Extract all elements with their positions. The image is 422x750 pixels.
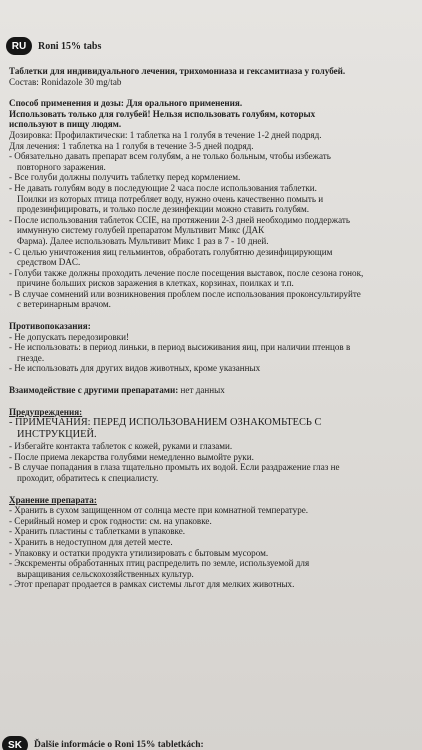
usage-heading: Способ применения и дозы: Для орального применения. (9, 98, 243, 109)
storage-list (9, 505, 415, 590)
list-item: - Не использовать: в период линьки, в период высиживания яиц, при наличии птенцов в гнезде. (9, 342, 351, 363)
list-item: - Серийный номер и срок годности: см. на упаковке. (9, 515, 212, 526)
precautions-heading: Предупреждения: (9, 406, 83, 417)
interaction-row (9, 385, 415, 396)
precautions-list (9, 417, 415, 483)
list-item: - Обязательно давать препарат всем голубям, а не только больным, чтобы избежать повторного заражения. (9, 151, 331, 172)
list-item: - Не давать голубям воду в последующие 2 часа после использования таблетки. Поилки из которых птица потребляет воду, нужно очень качественно помыть и продезинфицировать, и только после дезинфекции можно ставить голубям. (9, 182, 324, 215)
list-item: - ПРИМЕЧАНИЯ: ПЕРЕД ИСПОЛЬЗОВАНИЕМ ОЗНАКОМЬТЕСЬ С ИНСТРУКЦИЕЙ. (9, 417, 322, 441)
usage-warning: Использовать только для голубей! Нельзя использовать голубям, которых (9, 108, 316, 119)
list-item: - В случае попадания в глаза тщательно промыть их водой. Если раздражение глаз не проходит, обратитесь к специалисту. (9, 462, 340, 483)
list-item: - Хранить пластины с таблетками в упаковке. (9, 526, 186, 537)
section-footer (0, 736, 204, 750)
interaction-value: нет данных (180, 385, 225, 396)
language-badge: RU (6, 37, 32, 55)
footer-text: Ďalšie informácie o Roni 15% tabletkách: (34, 740, 204, 750)
dose-treatment: Для лечения: 1 таблетка на 1 голубя в течение 3-5 дней подряд. (9, 140, 254, 151)
list-item: - После приема лекарства голубями немедленно вымойте руки. (9, 451, 254, 462)
list-item: - Все голуби должны получить таблетку перед кормлением. (9, 172, 241, 183)
dose-prophylaxis: Дозировка: Профилактически: 1 таблетка на 1 голубя в течение 1-2 дней подряд. (9, 129, 322, 140)
list-item: - Голуби также должны проходить лечение после посещения выставок, после сезона гонок, причине больших рисков заражения в клетках, корзинах, поилках и т.п. (9, 267, 364, 289)
contraindications-list (9, 332, 415, 374)
list-item: - Избегайте контакта таблеток с кожей, руками и глазами. (9, 441, 233, 452)
list-item: - Этот препарат продается в рамках системы льгот для мелких животных. (9, 579, 295, 590)
language-badge: SK (2, 736, 28, 750)
list-item: - С целью уничтожения яиц гельминтов, обработать голубятню дезинфицирующим средством DAC. (9, 246, 333, 268)
list-item: - После использования таблеток CCIE, на протяжении 2-3 дней необходимо поддержать иммунную систему голубей препаратом Мультивит Микс (ДАК Фарма). Далее использовать Мультивит Микс 1 раз в 7 - 10 дней. (9, 214, 351, 246)
usage-list (9, 151, 415, 310)
list-item: - В случае сомнений или возникновения проблем после использования проконсультируйте с ветеринарным врачом. (9, 288, 361, 310)
interaction-heading: Взаимодействие с другими препаратами: (9, 385, 179, 396)
storage-heading: Хранение препарата: (9, 494, 97, 505)
list-item: - Экскременты обработанных птиц распределить по земле, используемой для выращивания сельскохозяйственных культур. (9, 558, 310, 579)
list-item: - Не использовать для других видов животных, кроме указанных (9, 363, 261, 374)
contraindications-heading: Противопоказания: (9, 321, 91, 332)
section-header (6, 36, 101, 56)
composition: Состав: Ronidazole 30 mg/tab (9, 76, 122, 87)
intro-title: Таблетки для индивидуального лечения, трихомониаза и гексамитиаза у голубей. (9, 66, 346, 76)
instruction-content (9, 66, 415, 590)
usage-warning: используют в пищу людям. (9, 119, 122, 130)
list-item: - Хранить в недоступном для детей месте. (9, 536, 173, 547)
list-item: - Упаковку и остатки продукта утилизировать с бытовым мусором. (9, 547, 269, 558)
list-item: - Не допускать передозировки! (9, 331, 129, 342)
list-item: - Хранить в сухом защищенном от солнца месте при комнатной температуре. (9, 505, 309, 516)
product-title: Roni 15% tabs (38, 40, 102, 52)
